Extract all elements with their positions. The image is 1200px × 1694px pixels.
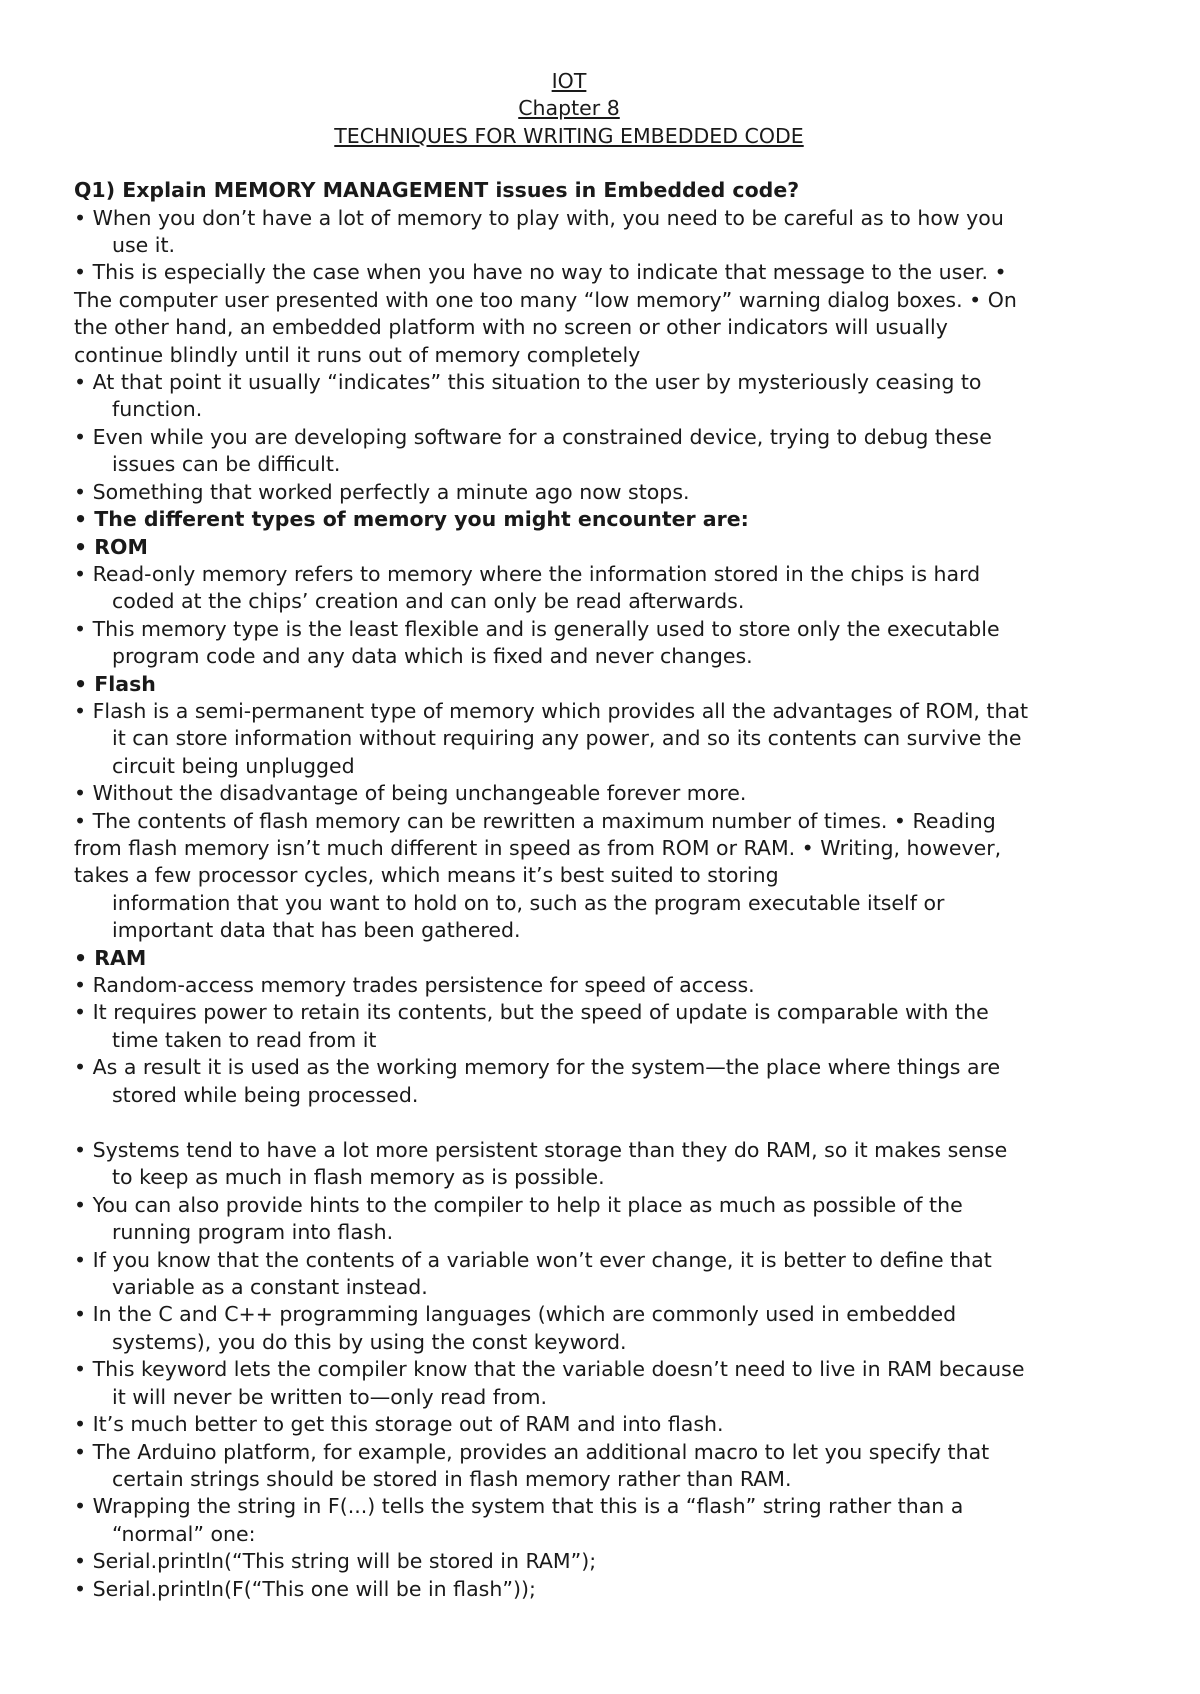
text-line: • Even while you are developing software for a constrained device, trying to debug these	[74, 424, 992, 449]
text-line: • If you know that the contents of a variable won’t ever change, it is better to define that	[74, 1247, 992, 1272]
text-line: • It’s much better to get this storage out of RAM and into flash.	[74, 1412, 724, 1437]
text-line: coded at the chips’ creation and can only be read afterwards.	[112, 589, 745, 614]
text-line: • Without the disadvantage of being unchangeable forever more.	[74, 781, 747, 806]
text-line: • This is especially the case when you have no way to indicate that message to the user. •	[74, 260, 1007, 285]
text-line: • Systems tend to have a lot more persistent storage than they do RAM, so it makes sense	[74, 1138, 1008, 1163]
question-heading: Q1) Explain MEMORY MANAGEMENT issues in Embedded code?	[74, 178, 800, 203]
text-line: • Wrapping the string in F(...) tells the system that this is a “flash” string rather than a	[74, 1494, 964, 1519]
text-line: certain strings should be stored in flash memory rather than RAM.	[112, 1466, 792, 1491]
text-line: • You can also provide hints to the compiler to help it place as much as possible of the	[74, 1192, 963, 1217]
text-line: • The Arduino platform, for example, provides an additional macro to let you specify that	[74, 1439, 990, 1464]
text-line: “normal” one:	[112, 1521, 256, 1546]
text-line: The computer user presented with one too many “low memory” warning dialog boxes. • On	[74, 287, 1017, 312]
text-line: • Random-access memory trades persistence for speed of access.	[74, 973, 755, 997]
section-line: • RAM	[74, 945, 147, 970]
text-line: continue blindly until it runs out of memory completely	[74, 342, 641, 367]
text-line: • At that point it usually “indicates” this situation to the user by mysteriously ceasing to	[74, 370, 982, 395]
text-line: • In the C and C++ programming languages (which are commonly used in embedded	[74, 1302, 957, 1327]
text-line: to keep as much in flash memory as is possible.	[112, 1165, 605, 1190]
text-line: information that you want to hold on to, such as the program executable itself or	[112, 890, 945, 915]
text-line: stored while being processed.	[112, 1082, 419, 1107]
text-line: it will never be written to—only read from.	[112, 1384, 548, 1409]
text-line: • Read-only memory refers to memory where the information stored in the chips is hard	[74, 561, 981, 586]
text-line: from flash memory isn’t much different in speed as from ROM or RAM. • Writing, however,	[74, 835, 1002, 860]
text-line: running program into flash.	[112, 1220, 394, 1245]
section-line: • The different types of memory you might encounter are:	[74, 507, 749, 532]
text-line: • Serial.println(“This string will be stored in RAM”);	[74, 1549, 597, 1574]
blank-line	[74, 1109, 1134, 1137]
text-line: it can store information without requiring any power, and so its contents can survive the	[112, 726, 1022, 751]
chapter-heading: Chapter 8	[518, 96, 620, 121]
text-line: • The contents of flash memory can be rewritten a maximum number of times. • Reading	[74, 808, 996, 833]
text-line: program code and any data which is fixed and never changes.	[112, 644, 753, 669]
section-line: • Flash	[74, 671, 156, 696]
text-line: • When you don’t have a lot of memory to play with, you need to be careful as to how you	[74, 205, 1004, 230]
text-line: variable as a constant instead.	[112, 1275, 428, 1300]
text-line: function.	[112, 397, 203, 422]
text-line: circuit being unplugged	[112, 753, 355, 778]
text-line: issues can be difficult.	[112, 452, 341, 477]
text-line: • Something that worked perfectly a minute ago now stops.	[74, 479, 690, 504]
spacer	[74, 150, 1134, 177]
text-line: • Flash is a semi-permanent type of memory which provides all the advantages of ROM, that	[74, 698, 1029, 723]
section-line: • ROM	[74, 534, 148, 559]
text-line: systems), you do this by using the const keyword.	[112, 1329, 627, 1354]
text-line: • It requires power to retain its contents, but the speed of update is comparable with the	[74, 1000, 989, 1025]
text-line: • This memory type is the least flexible and is generally used to store only the executable	[74, 616, 1000, 641]
text-line: • This keyword lets the compiler know that the variable doesn’t need to live in RAM because	[74, 1357, 1025, 1382]
text-line: time taken to read from it	[112, 1027, 377, 1052]
chapter-title: TECHNIQUES FOR WRITING EMBEDDED CODE	[334, 123, 804, 148]
text-line: takes a few processor cycles, which means it’s best suited to storing	[74, 863, 779, 888]
text-line: • Serial.println(F(“This one will be in flash”));	[74, 1576, 536, 1601]
text-line: important data that has been gathered.	[112, 918, 521, 943]
text-line: the other hand, an embedded platform with no screen or other indicators will usually	[74, 315, 948, 340]
text-line: use it.	[112, 233, 176, 258]
text-line: • As a result it is used as the working memory for the system—the place where things are	[74, 1055, 1001, 1080]
answer-body	[74, 205, 1134, 1603]
subject-heading: IOT	[551, 69, 587, 93]
document-page	[74, 68, 1134, 1603]
